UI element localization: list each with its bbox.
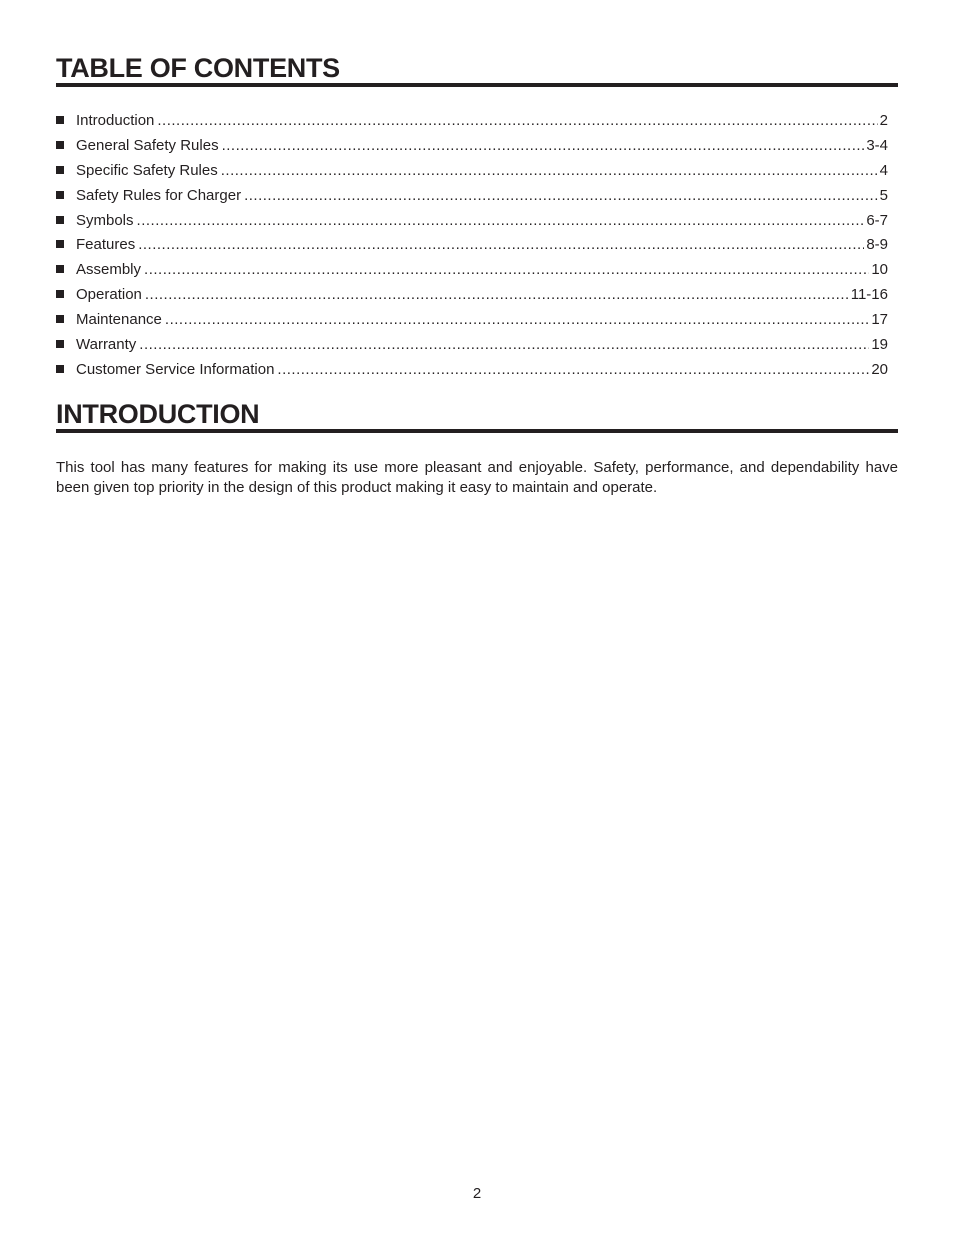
square-bullet-icon	[56, 191, 64, 199]
toc-item-page: 19	[871, 336, 888, 354]
toc-item	[56, 209, 888, 234]
toc-item-label: Safety Rules for Charger	[76, 186, 242, 204]
toc-item-label: Features	[76, 236, 136, 254]
toc-item-page: 4	[879, 161, 888, 179]
toc-item-label: General Safety Rules	[76, 136, 219, 154]
toc-item-label: Warranty	[76, 336, 137, 354]
introduction-heading: INTRODUCTION	[56, 399, 260, 429]
toc-leader-dots	[138, 233, 864, 258]
toc-item	[56, 258, 888, 283]
toc-item	[56, 333, 888, 358]
toc-item-page: 10	[871, 261, 888, 279]
toc-item-page: 20	[871, 360, 888, 378]
toc-item	[56, 308, 888, 333]
toc-item	[56, 134, 888, 159]
introduction-paragraph: This tool has many features for making its use more pleasant and enjoyable. Safety, performance, and dependability have been given top priority in the design of this product making it easy to maintain and operate.	[56, 459, 898, 496]
toc-item-label: Symbols	[76, 211, 134, 229]
square-bullet-icon	[56, 265, 64, 273]
toc-item-label: Specific Safety Rules	[76, 161, 218, 179]
toc-leader-dots	[244, 184, 878, 209]
toc-item	[56, 358, 888, 383]
introduction-heading-rule	[56, 429, 898, 433]
toc-item	[56, 109, 888, 134]
toc-leader-dots	[221, 159, 878, 184]
toc-item-page: 3-4	[866, 136, 888, 154]
toc-leader-dots	[139, 333, 869, 358]
toc-heading: TABLE OF CONTENTS	[56, 53, 340, 83]
toc-item-label: Maintenance	[76, 311, 162, 329]
toc-item-page: 11-16	[850, 286, 888, 304]
toc-item-label: Assembly	[76, 261, 142, 279]
toc-leader-dots	[165, 308, 869, 333]
toc-item	[56, 159, 888, 184]
toc-item-page: 6-7	[866, 211, 888, 229]
toc-item-page: 17	[871, 311, 888, 329]
square-bullet-icon	[56, 365, 64, 373]
toc-heading-rule	[56, 83, 898, 87]
toc-item-label: Operation	[76, 286, 142, 304]
toc-item-label: Customer Service Information	[76, 360, 275, 378]
toc-list	[56, 109, 888, 383]
manual-page	[56, 0, 898, 1235]
toc-item	[56, 184, 888, 209]
square-bullet-icon	[56, 340, 64, 348]
square-bullet-icon	[56, 166, 64, 174]
toc-item-page: 8-9	[866, 236, 888, 254]
toc-leader-dots	[157, 109, 877, 134]
square-bullet-icon	[56, 315, 64, 323]
square-bullet-icon	[56, 290, 64, 298]
square-bullet-icon	[56, 116, 64, 124]
toc-item-page: 5	[879, 186, 888, 204]
toc-item-page: 2	[879, 112, 888, 129]
toc-item-label: Introduction	[76, 112, 155, 129]
square-bullet-icon	[56, 141, 64, 149]
toc-leader-dots	[137, 209, 865, 234]
toc-leader-dots	[222, 134, 865, 159]
toc-item	[56, 283, 888, 308]
toc-leader-dots	[144, 258, 869, 283]
toc-leader-dots	[145, 283, 849, 308]
square-bullet-icon	[56, 216, 64, 224]
page-number: 2	[472, 1185, 482, 1202]
toc-leader-dots	[277, 358, 869, 383]
square-bullet-icon	[56, 240, 64, 248]
toc-item	[56, 233, 888, 258]
